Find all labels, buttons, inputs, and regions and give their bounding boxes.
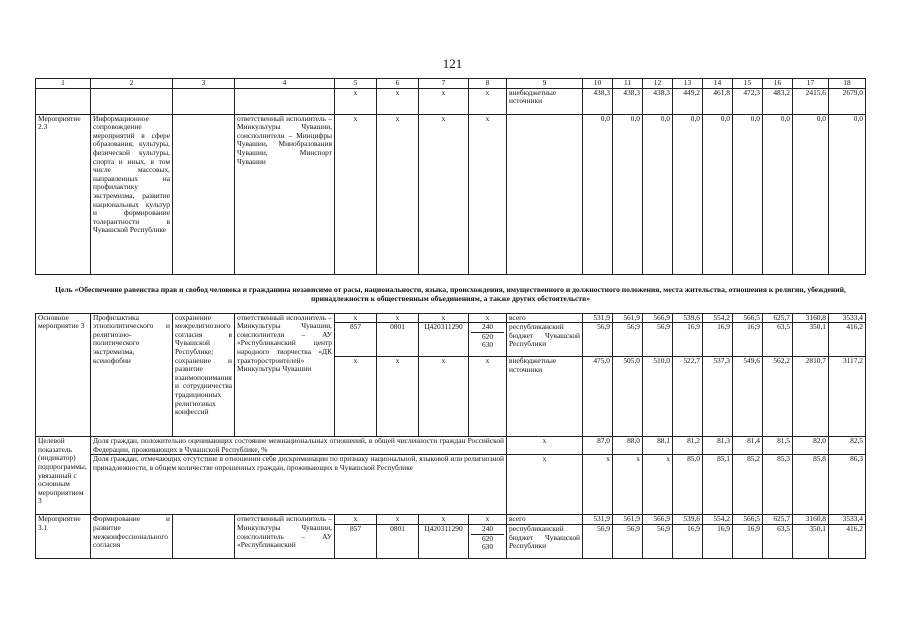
measure-title-cell: Профилактика этнополитического и религиозно-политического экстремизма, ксенофобии [91,313,173,437]
value-cell: x [613,455,643,515]
goal-heading: Цель «Обеспечение равенства прав и свобод человека и гражданина независимо от расы, национальности, языка, происхождения, имущественного и должностного положения, места жительства, отношения к религии, убеждений, принадлежности к общественным объединениям, а также других обстоятельств» [36,274,866,313]
value-cell: 625,7 [763,515,793,525]
cell: x [469,114,507,274]
cell: x [469,357,507,437]
cell: x [335,114,377,274]
page-number: 121 [442,56,463,71]
value-cell: 56,9 [643,524,673,558]
value-cell: 566,9 [643,313,673,323]
column-number-cell: 18 [829,79,866,89]
value-cell: 562,2 [763,357,793,437]
cell: x [335,313,377,323]
value-cell: 0,0 [643,114,673,274]
value-cell: 63,5 [763,524,793,558]
value-cell: 0,0 [793,114,829,274]
value-cell: x [643,455,673,515]
column-number-cell: 14 [703,79,733,89]
cell: x [507,437,583,455]
value-cell: 3533,4 [829,313,866,323]
table-row [36,88,866,114]
cell: 0801 [377,323,419,357]
value-cell: 81,4 [733,437,763,455]
funding-source-cell: всего [507,313,583,323]
value-cell: 87,0 [583,437,613,455]
measure-name-cell: Мероприятие 2.3 [36,114,91,274]
cell: x [377,357,419,437]
cell: x [377,313,419,323]
value-cell: 85,3 [763,455,793,515]
cell: x [419,313,469,323]
value-cell: 2415,6 [793,88,829,114]
column-number-cell: 15 [733,79,763,89]
column-number-cell: 10 [583,79,613,89]
value-cell: 0,0 [733,114,763,274]
value-cell: 539,6 [673,313,703,323]
value-cell: 554,2 [703,515,733,525]
value-cell: 3533,4 [829,515,866,525]
value-cell: 56,9 [583,323,613,357]
value-cell: 3117,2 [829,357,866,437]
cost-code: 240 [471,323,504,333]
column-number-cell: 1 [36,79,91,89]
cell: x [419,88,469,114]
indicator-text-cell: Доля граждан, отмечающих отсутствие в отношении себя дискриминации по признаку национальной, языковой или религиозной принадлежности, в общем количестве опрошенных граждан, проживающих в Чувашской Республике [91,455,507,515]
value-cell: 0,0 [703,114,733,274]
value-cell: 554,2 [703,313,733,323]
value-cell: 0,0 [583,114,613,274]
measure-name-cell: Основное мероприятие 3 [36,313,91,437]
value-cell: 350,1 [793,323,829,357]
column-number-cell: 3 [173,79,235,89]
column-number-cell: 13 [673,79,703,89]
value-cell: 438,3 [643,88,673,114]
value-cell: 566,5 [733,515,763,525]
value-cell: 56,9 [613,323,643,357]
value-cell: 416,2 [829,323,866,357]
column-number-cell: 16 [763,79,793,89]
indicator-name-cell: Целевой показатель (индикатор) подпрограммы, увязанный с основным мероприятием 3 [36,437,91,515]
column-number-row [36,79,866,89]
value-cell: 505,0 [613,357,643,437]
value-cell: 85,0 [673,455,703,515]
value-cell: 531,9 [583,515,613,525]
value-cell: 438,3 [613,88,643,114]
cell [469,524,507,558]
measure-name-cell: Мероприятие 3.1 [36,515,91,559]
cost-code: 620 [481,331,494,341]
value-cell: 16,9 [673,524,703,558]
value-cell: 522,7 [673,357,703,437]
cell: x [377,515,419,525]
column-number-cell: 6 [377,79,419,89]
value-cell: 56,9 [613,524,643,558]
value-cell: 461,8 [703,88,733,114]
column-number-cell: 5 [335,79,377,89]
cell: 857 [335,323,377,357]
column-number-cell: 12 [643,79,673,89]
executor-cell: ответственный исполнитель – Минкультуры Чувашии, соисполнитель – АУ «Республиканский [235,515,335,559]
cell: x [335,357,377,437]
value-cell: 483,2 [763,88,793,114]
value-cell: 549,6 [733,357,763,437]
funding-source-cell: внебюджетные источники [507,357,583,437]
cost-code: 630 [481,340,494,350]
table-row [36,455,866,515]
value-cell: 82,5 [829,437,866,455]
value-cell: 438,3 [583,88,613,114]
executor-cell: ответственный исполнитель – Минкультуры Чувашии, соисполнители – Минцифры Чувашии, Минобразования Чувашии, Минспорт Чувашии [235,114,335,274]
measure-title-cell: Информационное сопровождение мероприятий в сфере образования, культуры, физической культуры, спорта и иных, в том числе массовых, направленных на профилактику экстремизма, развитие национальных культур и формирование толерантности в Чувашской Республике [91,114,173,274]
indicator-text-cell: Доля граждан, положительно оценивающих состояние межнациональных отношений, в общей численности граждан Российской Федерации, проживающих в Чувашской Республике, % [91,437,507,455]
cell: x [419,357,469,437]
value-cell: 56,9 [583,524,613,558]
budget-table-frame [35,78,865,559]
value-cell: 537,3 [703,357,733,437]
value-cell: 2679,0 [829,88,866,114]
table-row [36,437,866,455]
cell: x [377,88,419,114]
value-cell: 531,9 [583,313,613,323]
value-cell: 88,0 [613,437,643,455]
cell: x [377,114,419,274]
value-cell: 16,9 [673,323,703,357]
value-cell: 81,2 [673,437,703,455]
value-cell: 350,1 [793,524,829,558]
value-cell: 0,0 [673,114,703,274]
value-cell: 16,9 [703,323,733,357]
value-cell: 81,5 [763,437,793,455]
value-cell: 81,3 [703,437,733,455]
value-cell: 539,6 [673,515,703,525]
value-cell: 0,0 [613,114,643,274]
value-cell: 88,1 [643,437,673,455]
table-row [36,515,866,525]
measure-title-cell: Формирование и развитие межконфессионального согласия [91,515,173,559]
value-cell: 3160,8 [793,515,829,525]
value-cell: 3160,8 [793,313,829,323]
value-cell: 82,0 [793,437,829,455]
value-cell: 16,9 [733,323,763,357]
cell: x [419,114,469,274]
table-row [36,114,866,274]
value-cell: 561,9 [613,515,643,525]
cell: x [469,515,507,525]
value-cell: 0,0 [829,114,866,274]
cell: x [469,313,507,323]
funding-source-cell: республиканский бюджет Чувашской Республики [507,323,583,357]
cost-code: 240 [471,525,504,535]
cost-code: 630 [481,542,494,552]
value-cell: 449,2 [673,88,703,114]
value-cell: 85,1 [703,455,733,515]
value-cell: 510,0 [643,357,673,437]
column-number-cell: 9 [507,79,583,89]
funding-source-cell: всего [507,515,583,525]
cell [469,323,507,357]
value-cell: 416,2 [829,524,866,558]
column-number-cell: 11 [613,79,643,89]
value-cell: 2810,7 [793,357,829,437]
expected-result-cell: сохранение межрелигиозного согласия в Чувашской Республике; сохранение и развитие взаимопонимания и сотрудничества традиционных религиозных конфессий [173,313,235,437]
value-cell: 561,9 [613,313,643,323]
value-cell: 0,0 [763,114,793,274]
value-cell: 86,3 [829,455,866,515]
value-cell: 85,8 [793,455,829,515]
value-cell: 85,2 [733,455,763,515]
value-cell: 16,9 [703,524,733,558]
column-number-cell: 4 [235,79,335,89]
funding-source-cell: внебюджетные источники [507,88,583,114]
value-cell: 625,7 [763,313,793,323]
funding-source-cell: республиканский бюджет Чувашской Республики [507,524,583,558]
column-number-cell: 17 [793,79,829,89]
value-cell: 56,9 [643,323,673,357]
cell: x [335,515,377,525]
cell: x [419,515,469,525]
value-cell: 566,9 [643,515,673,525]
cost-code: 620 [481,533,494,543]
value-cell: 16,9 [733,524,763,558]
cell: x [469,88,507,114]
cell: Ц420311290 [419,323,469,357]
value-cell: 475,0 [583,357,613,437]
cell: 0801 [377,524,419,558]
cell: 857 [335,524,377,558]
value-cell: x [583,455,613,515]
column-number-cell: 7 [419,79,469,89]
cell: Ц420311290 [419,524,469,558]
budget-table [35,78,866,559]
executor-cell: ответственный исполнитель – Минкультуры Чувашии, соисполнители – АУ «Республиканский центр народного творчества «ДК тракторостроителей» Минкультуры Чувашии [235,313,335,437]
value-cell: 472,3 [733,88,763,114]
value-cell: 63,5 [763,323,793,357]
column-number-cell: 2 [91,79,173,89]
goal-row [36,274,866,313]
column-number-cell: 8 [469,79,507,89]
table-row [36,313,866,323]
cell: x [335,88,377,114]
cell: x [507,455,583,515]
value-cell: 566,5 [733,313,763,323]
